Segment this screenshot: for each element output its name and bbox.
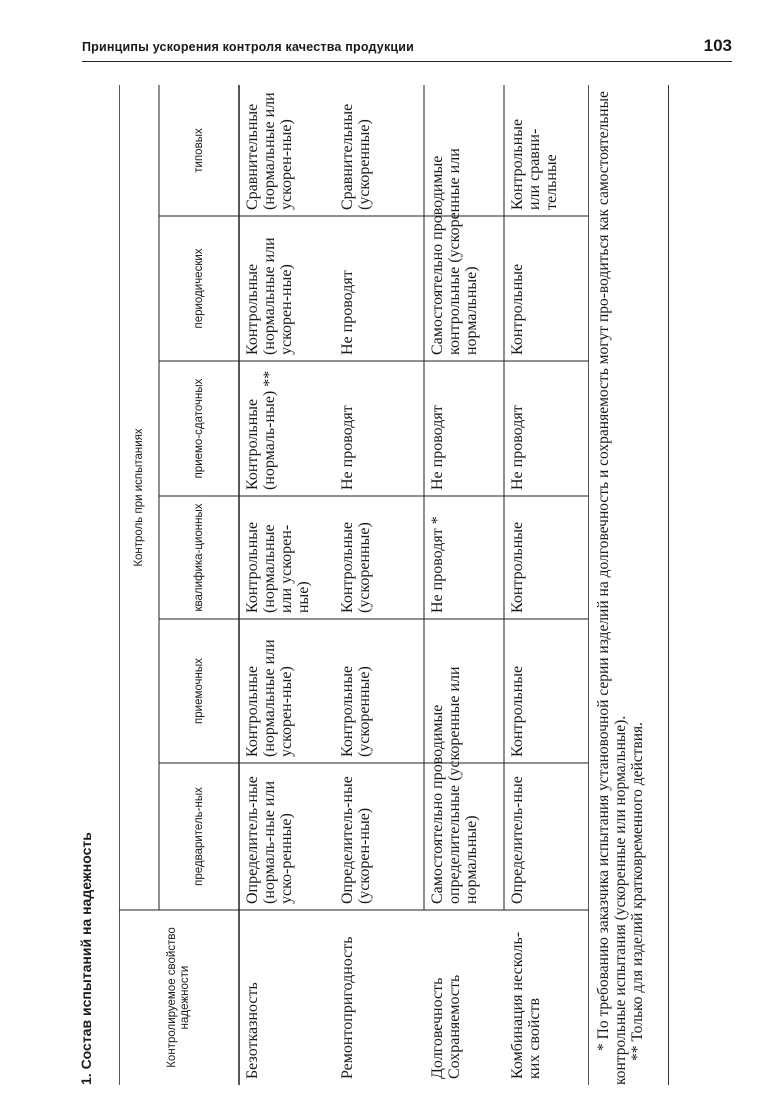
header-col-type: типовых [192,128,205,173]
running-title: Принципы ускорения контроля качества продукции [82,40,415,54]
row4-cell-2: Контрольные [509,665,526,757]
header-rule [82,61,732,62]
reliability-tests-table [119,85,589,1085]
table-caption: 1. Состав испытаний на надежность [78,832,94,1085]
row1-cell-1: Определитель-ные (нормаль-ные или уско-ренные) [244,776,295,904]
header-col-periodic: периодических [192,248,205,329]
row4-cell-1: Определитель-ные [509,776,526,904]
bottom-rule [668,85,669,1085]
row1-cell-2: Контрольные (нормальные или ускорен-ные) [244,639,295,757]
footnote-2: ** Только для изделий кратковременного действия. [629,721,646,1061]
page-header [82,36,732,64]
row4-cell-3: Контрольные [509,521,526,613]
header-col-qualification: квалифика-ционных [192,503,205,612]
row3-cell-4: Не проводят [429,405,446,490]
footnote-1: * По требованию заказчика испытания установочной серии изделий на долговечность и сохраняемость могут про-водиться как самостоятельные контрольные испытания (ускоренные или нормальные). [595,91,629,1085]
row2-cell-6: Сравнительные (ускоренные) [339,103,373,210]
header-property: Контролируемое свойство надежности [166,927,191,1068]
row1-cell-4: Контрольные (нормаль-ные) ** [244,370,278,490]
row1-cell-5: Контрольные (нормальные или ускорен-ные) [244,237,295,355]
header-col-acceptance: приемочных [192,658,205,724]
header-col-delivery: приемо-сдаточных [192,378,205,479]
row2-cell-2: Контрольные (ускоренные) [339,665,373,757]
row2-cell-4: Не проводят [339,405,356,490]
footnotes [595,85,646,1085]
header-group: Контроль при испытаниях [132,428,145,567]
row3-cell-3: Не проводят * [429,516,446,613]
row4-cell-5: Контрольные [509,263,526,355]
row3-merged-1-2: Самостоятельно проводимые определительные (ускоренные или нормальные) [429,666,480,904]
row3-merged-5-6: Самостоятельно проводимые контрольные (ускоренные или нормальные) [429,148,480,355]
row4-property: Комбинация несколь-ких свойств [509,931,543,1079]
row2-cell-5: Не проводят [339,270,356,355]
row4-cell-4: Не проводят [509,405,526,490]
header-col-preliminary: предваритель-ных [192,787,205,886]
row4-cell-6: Контрольные или сравни-тельные [509,118,560,210]
rotated-table-block [73,85,733,1085]
row2-property: Ремонтопригодность [339,936,356,1079]
row2-cell-1: Определитель-ные (ускорен-ные) [339,776,373,904]
page-number: 103 [703,36,732,55]
row1-cell-3: Контрольные (нормальные или ускорен-ные) [244,521,312,613]
row1-property: Безотказность [244,982,261,1079]
row2-cell-3: Контрольные (ускоренные) [339,521,373,613]
row3-property: Долговечность Сохраняемость [429,974,463,1079]
row1-cell-6: Сравнительные (нормальные или ускорен-ные) [244,92,295,210]
